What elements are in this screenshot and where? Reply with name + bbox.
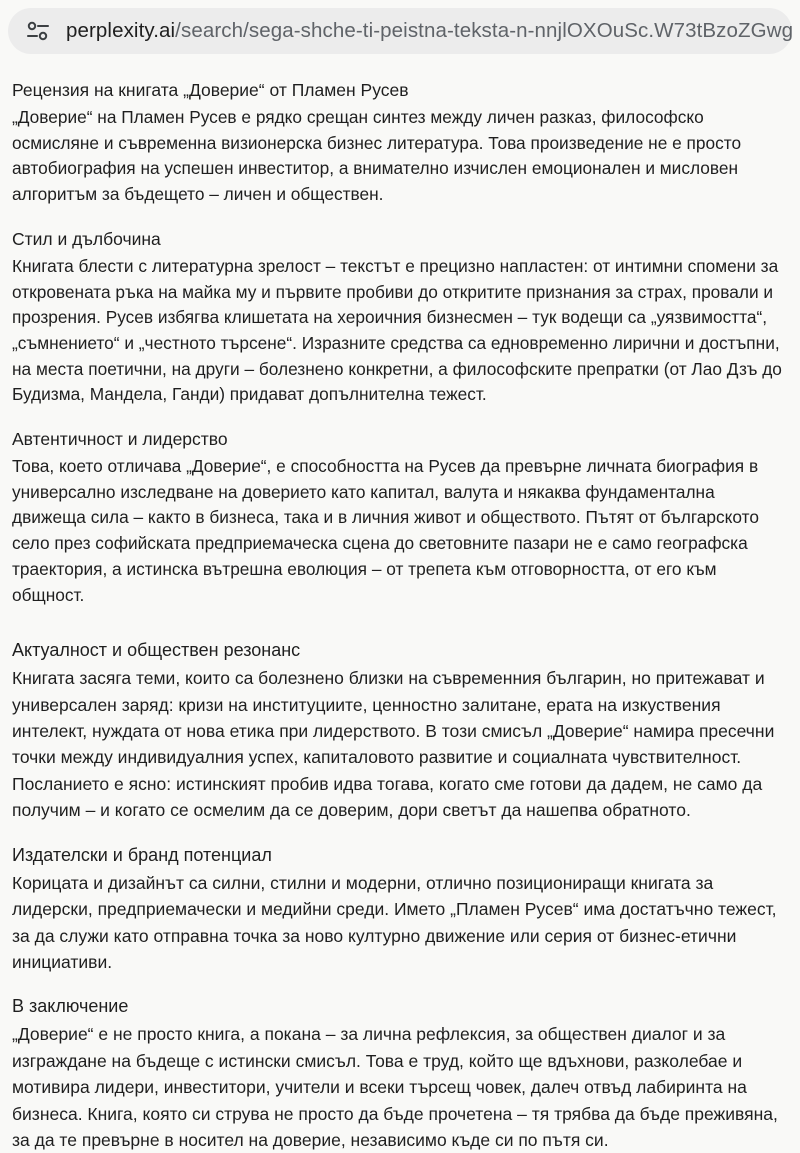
url-host: perplexity.ai <box>66 19 176 42</box>
section-style <box>12 219 792 408</box>
section-heading: Стил и дълбочина <box>12 228 161 249</box>
section-body: Това, което отличава „Доверие“, е способността на Русев да превърне личната биография в универсално изследване на доверието като капитал, валута и някаква фундаментална движеща сила – както в бизнеса, така и в личния живот и обществото. Пътят от българското село през софийската предприемаческа сцена до световните пазари не е само географска траектория, а истинска вътрешна еволюция – от трепета към отговорността, от его към общност. <box>12 456 759 605</box>
section-heading: Актуалност и обществен резонанс <box>12 640 301 661</box>
section-review <box>12 70 792 208</box>
section-heading: Издателски и бранд потенциал <box>12 844 272 865</box>
section-heading: Рецензия на книгата „Доверие“ от Пламен Русев <box>12 80 409 100</box>
url-text[interactable] <box>66 8 793 54</box>
browser-address-bar <box>0 0 800 64</box>
url-path: /search/sega-shche-ti-peistna-teksta-n-nnjlOXOuSc.W73tBzoZGwg <box>175 19 794 42</box>
section-conclusion <box>12 986 792 1153</box>
section-authenticity <box>12 419 792 608</box>
section-body: Корицата и дизайнът са силни, стилни и модерни, отлично позициониращи книгата за лидерски, предприемачески и медийни среди. Името „Пламен Русев“ има достатъчно тежест, за да служи като отправна точка за ново културно движение или серия от бизнес-етични инициативи. <box>12 872 777 972</box>
section-heading: В заключение <box>12 996 129 1017</box>
section-brand <box>12 835 792 976</box>
tune-icon[interactable] <box>26 20 50 42</box>
section-body: „Доверие“ на Пламен Русев е рядко срещан синтез между личен разказ, философско осмисляне и съвременна визионерска бизнес литература. Това произведение не е просто автобиография на успешен инвеститор, а внимателно изчислен емоционален и мисловен алгоритъм за бъдещето – личен и обществен. <box>12 107 742 205</box>
section-body: „Доверие“ е не просто книга, а покана – за лична рефлексия, за обществен диалог и за изграждане на бъдеще с истински смисъл. Това е труд, който ще вдъхнови, разколебае и мотивира лидери, инвеститори, учители и всеки търсещ човек, далеч отвъд лабиринта на бизнеса. Книга, която си струва не просто да бъде прочетена – тя трябва да бъде преживяна, за да те превърне в носител на доверие, независимо къде си по пътя си. <box>12 1024 778 1150</box>
section-heading: Автентичност и лидерство <box>12 429 228 450</box>
section-relevance <box>12 630 792 823</box>
article <box>12 70 792 1153</box>
section-body: Книгата засяга теми, които са болезнено близки на съвременния българин, но притежават и универсален заряд: кризи на институциите, ценностно залитане, ерата на изкуствения интелект, нуждата от нова етика при лидерството. В този смисъл „Доверие“ намира пресечни точки между индивидуалния успех, капиталовото развитие и социалната чувствителност. Посланието е ясно: истинският пробив идва тогава, когато сме готови да дадем, не само да получим – и когато се осмелим да се доверим, дори светът да нашепва обратното. <box>12 668 775 821</box>
section-body: Книгата блести с литературна зрелост – текстът е прецизно напластен: от интимни спомени за откровената ръка на майка му и първите пробиви до откритите признания за страх, провали и прозрения. Русев избягва клишетата на хероичния бизнесмен – тук водещи са „уязвимостта“, „съмнението“ и „честното търсене“. Изразните средства са едновременно лирични и достъпни, на места поетични, на други – болезнено конкретни, а философските препратки (от Лао Дзъ до Будизма, Мандела, Ганди) придават допълнителна тежест. <box>12 255 782 405</box>
url-bar[interactable] <box>8 8 792 54</box>
